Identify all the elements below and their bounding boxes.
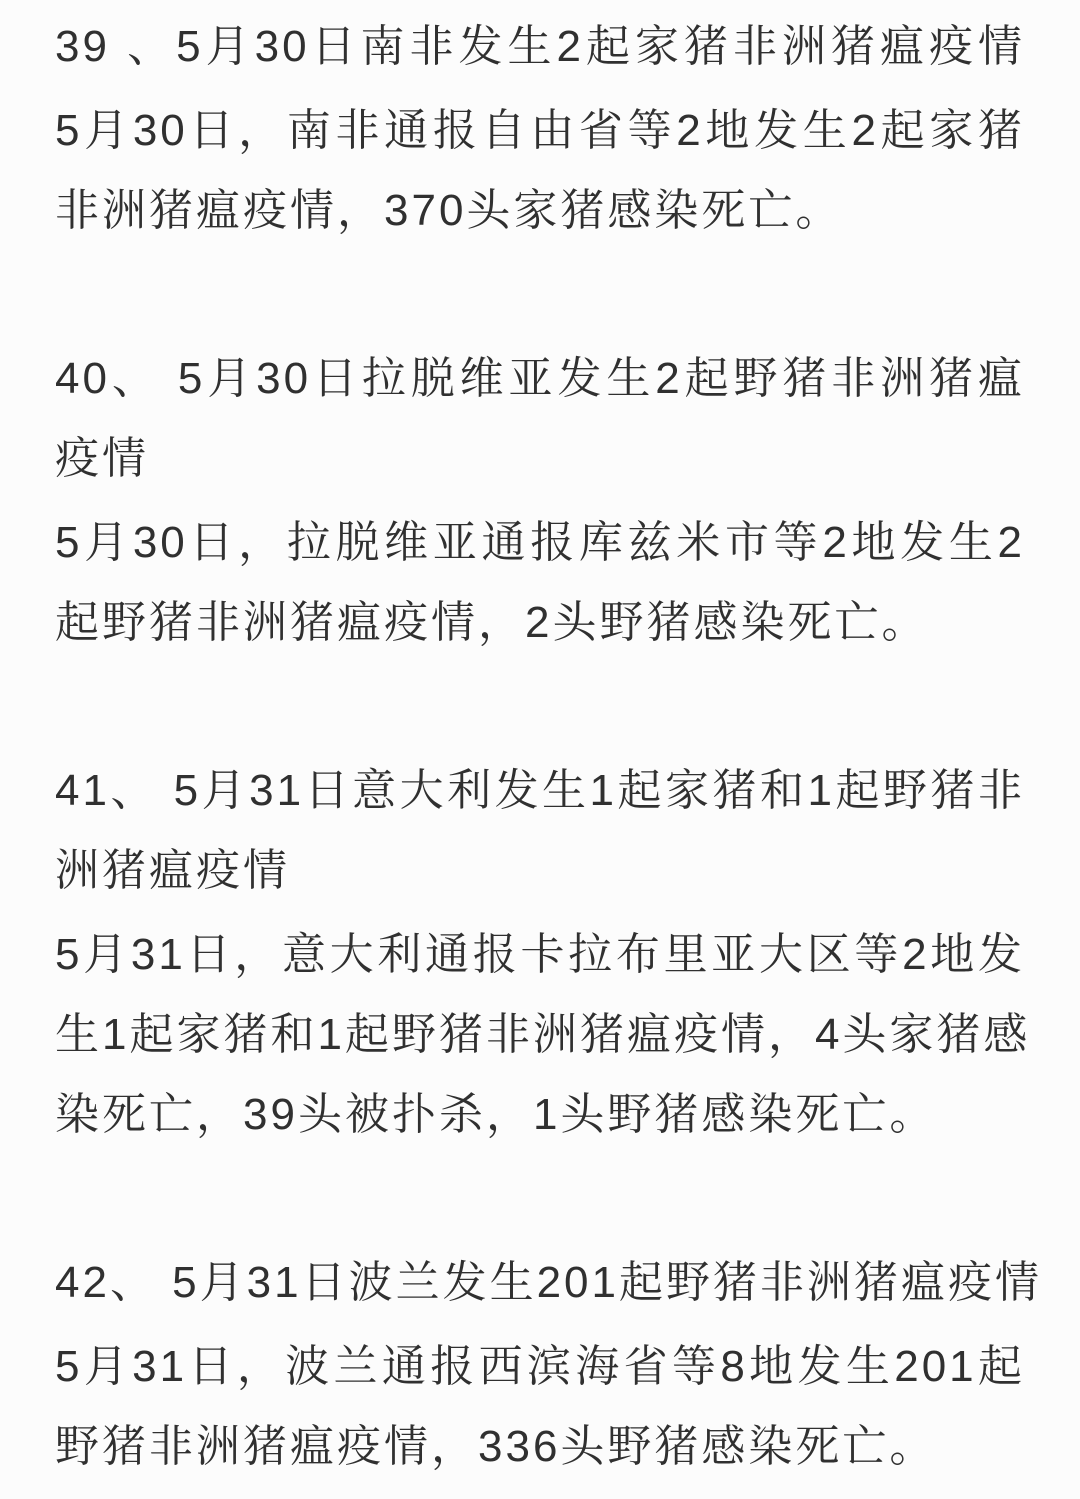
heading-line: 41、 5月31日意大利发生1起家猪和1起野猪非 xyxy=(55,766,1025,815)
body-line: 染死亡，39头被扑杀，1头野猪感染死亡。 xyxy=(55,1090,937,1139)
heading-line: 39 、5月30日南非发生2起家猪非洲猪瘟疫情 xyxy=(55,22,1025,71)
body-line: 非洲猪瘟疫情，370头家猪感染死亡。 xyxy=(55,186,843,235)
section-41 xyxy=(55,751,1031,1155)
body-line: 生1起家猪和1起野猪非洲猪瘟疫情，4头家猪感 xyxy=(55,1010,1031,1059)
section-39 xyxy=(55,7,1025,251)
heading-line: 疫情 xyxy=(55,434,149,483)
section-40-heading xyxy=(55,339,1025,499)
section-41-body xyxy=(55,915,1031,1155)
section-39-body xyxy=(55,91,1025,251)
section-39-heading xyxy=(55,7,1025,87)
section-41-heading xyxy=(55,751,1025,911)
section-42-body xyxy=(55,1327,1025,1487)
section-40 xyxy=(55,339,1025,663)
body-line: 起野猪非洲猪瘟疫情，2头野猪感染死亡。 xyxy=(55,598,929,647)
body-line: 野猪非洲猪瘟疫情，336头野猪感染死亡。 xyxy=(55,1422,937,1471)
heading-line: 42、 5月31日波兰发生201起野猪非洲猪瘟疫情 xyxy=(55,1258,1042,1307)
heading-line: 洲猪瘟疫情 xyxy=(55,846,290,895)
section-40-body xyxy=(55,503,1025,663)
body-line: 5月30日，南非通报自由省等2地发生2起家猪 xyxy=(55,106,1025,155)
section-42 xyxy=(55,1243,1042,1487)
body-line: 5月31日，波兰通报西滨海省等8地发生201起 xyxy=(55,1342,1025,1391)
body-line: 5月31日，意大利通报卡拉布里亚大区等2地发 xyxy=(55,930,1025,979)
section-42-heading xyxy=(55,1243,1042,1323)
body-line: 5月30日，拉脱维亚通报库兹米市等2地发生2 xyxy=(55,518,1025,567)
heading-line: 40、 5月30日拉脱维亚发生2起野猪非洲猪瘟 xyxy=(55,354,1025,403)
